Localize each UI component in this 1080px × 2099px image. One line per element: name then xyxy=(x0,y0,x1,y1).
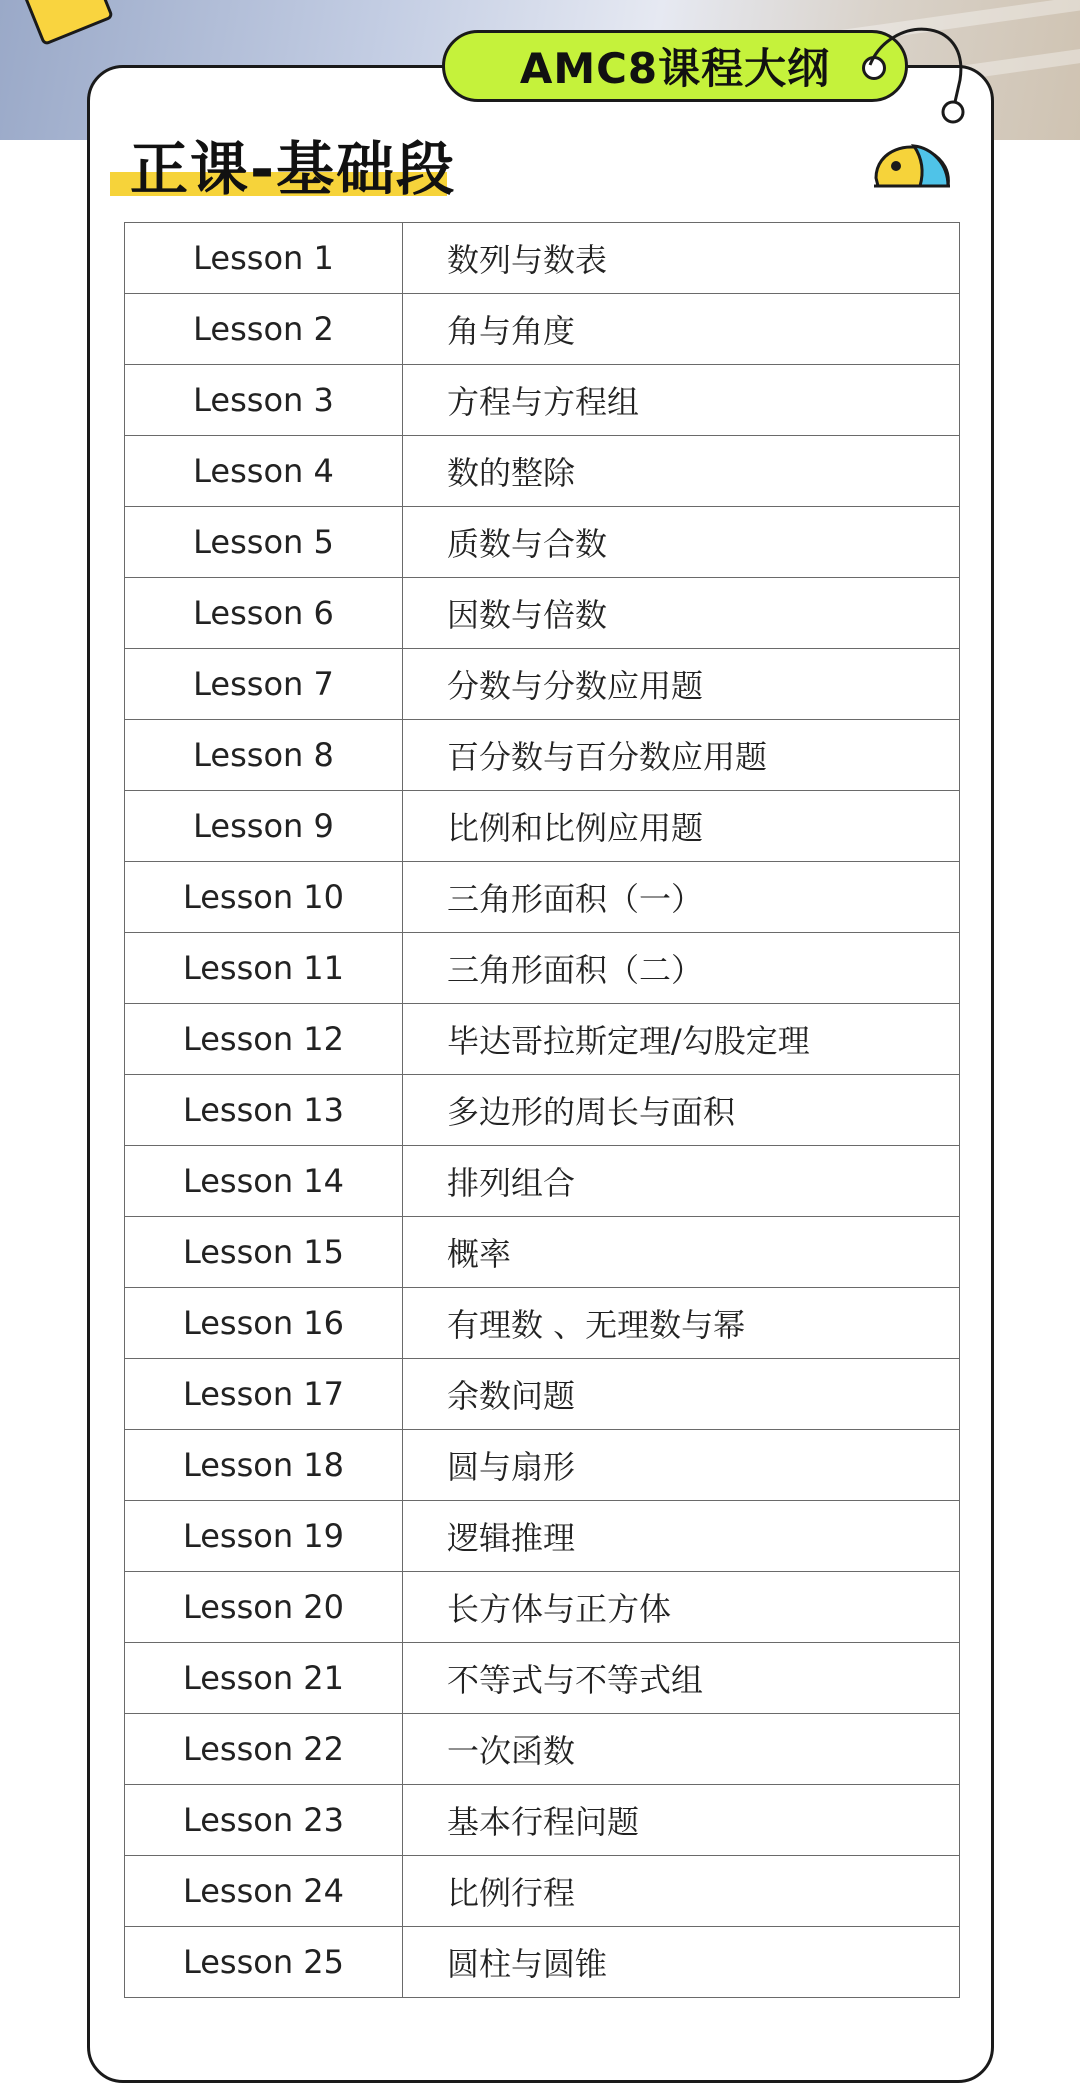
table-row xyxy=(125,1785,960,1856)
lesson-number: Lesson 21 xyxy=(125,1643,403,1714)
table-row xyxy=(125,507,960,578)
table-row xyxy=(125,1075,960,1146)
lesson-number: Lesson 15 xyxy=(125,1217,403,1288)
table-row xyxy=(125,1927,960,1998)
lesson-number: Lesson 19 xyxy=(125,1501,403,1572)
table-row xyxy=(125,223,960,294)
lesson-number: Lesson 6 xyxy=(125,578,403,649)
section-title: 正课-基础段 xyxy=(130,135,457,203)
lesson-number: Lesson 10 xyxy=(125,862,403,933)
lesson-number: Lesson 16 xyxy=(125,1288,403,1359)
lesson-topic: 不等式与不等式组 xyxy=(403,1643,960,1714)
lesson-number: Lesson 8 xyxy=(125,720,403,791)
lesson-topic: 余数问题 xyxy=(403,1359,960,1430)
table-row xyxy=(125,1217,960,1288)
lesson-topic: 百分数与百分数应用题 xyxy=(403,720,960,791)
lesson-topic: 角与角度 xyxy=(403,294,960,365)
lesson-topic: 数的整除 xyxy=(403,436,960,507)
table-row xyxy=(125,933,960,1004)
lesson-table xyxy=(124,222,960,1998)
lesson-number: Lesson 2 xyxy=(125,294,403,365)
lanyard-cord-icon xyxy=(860,20,980,130)
table-row xyxy=(125,1146,960,1217)
lesson-number: Lesson 3 xyxy=(125,365,403,436)
lesson-number: Lesson 4 xyxy=(125,436,403,507)
lesson-number: Lesson 7 xyxy=(125,649,403,720)
lesson-topic: 圆柱与圆锥 xyxy=(403,1927,960,1998)
lesson-number: Lesson 9 xyxy=(125,791,403,862)
lesson-topic: 比例和比例应用题 xyxy=(403,791,960,862)
table-row xyxy=(125,720,960,791)
lesson-topic: 多边形的周长与面积 xyxy=(403,1075,960,1146)
lesson-topic: 圆与扇形 xyxy=(403,1430,960,1501)
lesson-number: Lesson 17 xyxy=(125,1359,403,1430)
mascot-icon xyxy=(870,138,954,198)
lesson-topic: 逻辑推理 xyxy=(403,1501,960,1572)
lesson-number: Lesson 24 xyxy=(125,1856,403,1927)
table-row xyxy=(125,1501,960,1572)
table-row xyxy=(125,862,960,933)
lesson-number: Lesson 12 xyxy=(125,1004,403,1075)
lesson-number: Lesson 23 xyxy=(125,1785,403,1856)
lesson-topic: 质数与合数 xyxy=(403,507,960,578)
table-row xyxy=(125,1714,960,1785)
lesson-topic: 数列与数表 xyxy=(403,223,960,294)
lesson-topic: 基本行程问题 xyxy=(403,1785,960,1856)
lesson-topic: 毕达哥拉斯定理/勾股定理 xyxy=(403,1004,960,1075)
table-row xyxy=(125,294,960,365)
table-row xyxy=(125,649,960,720)
lesson-number: Lesson 22 xyxy=(125,1714,403,1785)
lesson-topic: 概率 xyxy=(403,1217,960,1288)
lesson-number: Lesson 20 xyxy=(125,1572,403,1643)
table-row xyxy=(125,1572,960,1643)
lesson-topic: 三角形面积（一） xyxy=(403,862,960,933)
table-row xyxy=(125,1004,960,1075)
lesson-topic: 一次函数 xyxy=(403,1714,960,1785)
lesson-number: Lesson 11 xyxy=(125,933,403,1004)
lesson-number: Lesson 18 xyxy=(125,1430,403,1501)
lesson-topic: 有理数 、无理数与幂 xyxy=(403,1288,960,1359)
table-row xyxy=(125,365,960,436)
lesson-topic: 排列组合 xyxy=(403,1146,960,1217)
lesson-topic: 长方体与正方体 xyxy=(403,1572,960,1643)
lesson-topic: 方程与方程组 xyxy=(403,365,960,436)
lesson-number: Lesson 5 xyxy=(125,507,403,578)
table-row xyxy=(125,1288,960,1359)
table-row xyxy=(125,578,960,649)
lesson-number: Lesson 14 xyxy=(125,1146,403,1217)
lesson-topic: 因数与倍数 xyxy=(403,578,960,649)
lesson-topic: 三角形面积（二） xyxy=(403,933,960,1004)
table-row xyxy=(125,436,960,507)
table-row xyxy=(125,1643,960,1714)
table-row xyxy=(125,791,960,862)
lesson-number: Lesson 13 xyxy=(125,1075,403,1146)
lesson-number: Lesson 1 xyxy=(125,223,403,294)
table-row xyxy=(125,1856,960,1927)
lesson-number: Lesson 25 xyxy=(125,1927,403,1998)
table-row xyxy=(125,1430,960,1501)
banner-title: AMC8课程大纲 xyxy=(442,30,908,102)
lesson-topic: 比例行程 xyxy=(403,1856,960,1927)
table-row xyxy=(125,1359,960,1430)
lesson-topic: 分数与分数应用题 xyxy=(403,649,960,720)
